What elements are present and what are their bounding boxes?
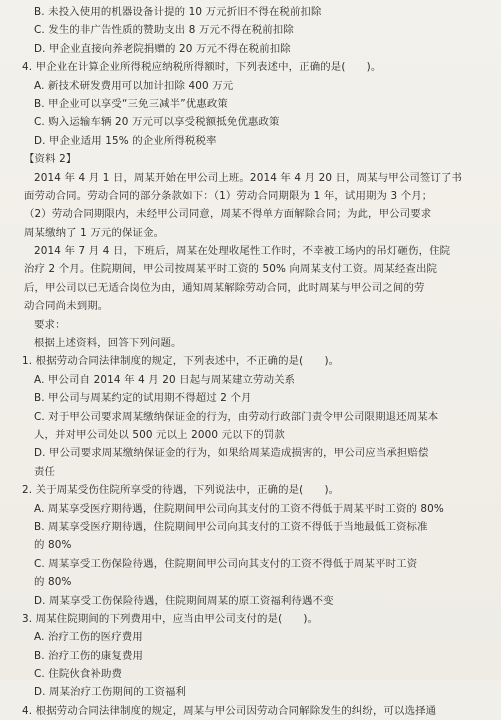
text-line: 要求： xyxy=(34,318,66,331)
text-line: C. 购入运输车辆 20 万元可以享受税额抵免优惠政策 xyxy=(34,116,280,129)
text-line: 的 80% xyxy=(34,539,72,552)
text-line: 动合同尚未到期。 xyxy=(24,300,109,313)
text-line: D. 周某享受工伤保险待遇，住院期间周某的原工资福利待遇不变 xyxy=(34,594,334,607)
text-line: A. 周某享受医疗期待遇，住院期间甲公司向其支付的工资不得低于周某平时工资的 80% xyxy=(34,502,444,515)
text-line: 【资料 2】 xyxy=(24,153,77,166)
text-line: B. 未投入使用的机器设备计提的 10 万元折旧不得在税前扣除 xyxy=(34,6,322,18)
text-line: C. 对于甲公司要求周某缴纳保证金的行为，由劳动行政部门责令甲公司限期退还周某本 xyxy=(34,410,439,423)
text-line: 1. 根据劳动合同法律制度的规定，下列表述中，不正确的是( )。 xyxy=(22,355,340,368)
text-line: B. 甲企业可以享受“三免三减半”优惠政策 xyxy=(34,97,228,110)
text-line: A. 治疗工伤的医疗费用 xyxy=(34,631,143,644)
document-body xyxy=(22,3,483,720)
text-line: 4. 甲企业在计算企业所得税应纳税所得额时，下列表述中，正确的是( )。 xyxy=(22,61,382,74)
text-line: 责任 xyxy=(34,465,56,478)
text-line: 2014 年 4 月 1 日，周某开始在甲公司上班。2014 年 4 月 20 日，周某与甲公司签订了书 xyxy=(34,171,463,184)
text-line: A. 新技术研发费用可以加计扣除 400 万元 xyxy=(34,79,234,92)
text-line: 后，甲公司以已无适合岗位为由，通知周某解除劳动合同，此时周某与甲公司之间的劳 xyxy=(24,281,425,294)
text-line: 4. 根据劳动合同法律制度的规定，周某与甲公司因劳动合同解除发生的纠纷，可以选择通 xyxy=(22,704,437,717)
text-line: 2. 关于周某受伤住院所享受的待遇，下列说法中，正确的是( )。 xyxy=(22,484,340,497)
text-line: C. 住院伙食补助费 xyxy=(34,668,123,681)
text-line: B. 治疗工伤的康复费用 xyxy=(34,649,144,662)
text-line: 的 80% xyxy=(34,576,72,589)
text-line: A. 甲公司自 2014 年 4 月 20 日起与周某建立劳动关系 xyxy=(34,373,296,386)
text-line: 周某缴纳了 1 万元的保证金。 xyxy=(24,226,165,239)
text-line: 根据上述资料，回答下列问题。 xyxy=(34,337,182,350)
text-line: 治疗 2 个月。住院期间，甲公司按周某平时工资的 50% 向周某支付工资。周某经查出院 xyxy=(24,263,438,276)
text-line: （2）劳动合同期限内，未经甲公司同意，周某不得单方面解除合同；为此，甲公司要求 xyxy=(24,208,432,221)
text-line: D. 甲公司要求周某缴纳保证金的行为，如果给周某造成损害的，甲公司应当承担赔偿 xyxy=(34,447,429,460)
text-line: D. 甲企业直接向养老院捐赠的 20 万元不得在税前扣除 xyxy=(34,42,291,55)
text-line: B. 甲公司与周某约定的试用期不得超过 2 个月 xyxy=(34,392,252,405)
text-line: D. 甲企业适用 15% 的企业所得税税率 xyxy=(34,134,217,147)
text-line: D. 周某治疗工伤期间的工资福利 xyxy=(34,686,187,699)
text-line: 3. 周某住院期间的下列费用中，应当由甲公司支付的是( )。 xyxy=(22,612,319,625)
text-line: 人，并对甲公司处以 500 元以上 2000 元以下的罚款 xyxy=(34,428,285,441)
text-line: C. 发生的非广告性质的赞助支出 8 万元不得在税前扣除 xyxy=(34,24,294,37)
text-line: 2014 年 7 月 4 日，下班后，周某在处理收尾性工作时，不幸被工场内的吊灯砸伤，住院 xyxy=(34,245,451,258)
text-line: B. 周某享受医疗期待遇，住院期间甲公司向其支付的工资不得低于当地最低工资标准 xyxy=(34,520,428,533)
text-line: C. 周某享受工伤保险待遇，住院期间甲公司向其支付的工资不得低于周某平时工资 xyxy=(34,557,418,570)
text-line: 面劳动合同。劳动合同的部分条款如下：（1）劳动合同期限为 1 年，试用期为 3 个月； xyxy=(24,189,433,202)
